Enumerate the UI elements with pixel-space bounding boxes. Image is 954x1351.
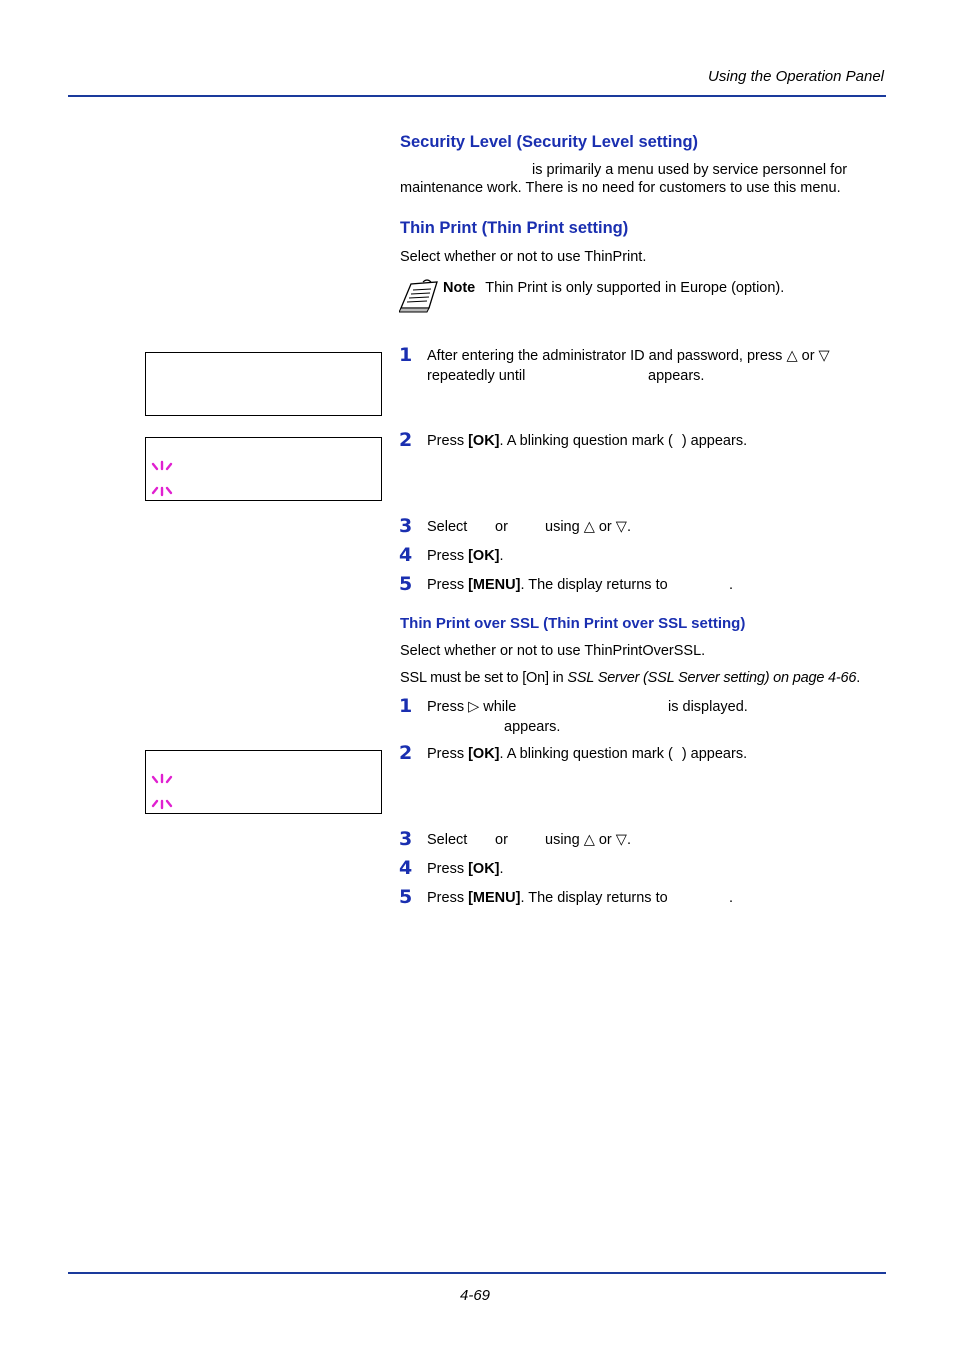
ok-key: [OK] <box>468 433 500 449</box>
security-line1: is primarily a menu used by service personnel for <box>532 162 848 178</box>
ssl-step-3-or: or <box>495 832 508 848</box>
step-1-line1: After entering the administrator ID and password, press △ or ▽ <box>427 348 830 364</box>
step-number: 5 <box>399 573 413 595</box>
ssl-step-1-appears: appears. <box>504 719 561 735</box>
step-2-text: Press [OK]. A blinking question mark ( ) appears. <box>427 433 748 449</box>
thin-print-intro: Select whether or not to use ThinPrint. <box>400 249 647 265</box>
ssl-server-reference[interactable]: SSL Server (SSL Server setting) on page 4-66 <box>567 670 857 686</box>
step-number: 5 <box>399 886 413 908</box>
ssl-step-1-displayed: is displayed. <box>668 699 748 715</box>
step-1-until: repeatedly until <box>427 368 526 384</box>
note-pad-icon <box>399 278 439 314</box>
header-rule <box>68 95 886 97</box>
security-line2: maintenance work. There is no need for customers to use this menu. <box>400 180 841 196</box>
ssl-step-1-press: Press ▷ while <box>427 699 517 715</box>
step-3-or: or <box>495 519 508 535</box>
step-5-text: Press [MENU]. The display returns to <box>427 577 668 593</box>
ok-key: [OK] <box>468 548 500 564</box>
ssl-step-3-select: Select <box>427 832 468 848</box>
ok-key: [OK] <box>468 746 500 762</box>
lcd-display-2 <box>145 437 382 501</box>
step-number: 1 <box>399 695 413 717</box>
ssl-step-4-text: Press [OK]. <box>427 861 504 877</box>
thin-print-heading: Thin Print (Thin Print setting) <box>400 219 629 237</box>
ssl-step-2-text: Press [OK]. A blinking question mark ( ) appears. <box>427 746 748 762</box>
blink-cursor-icon <box>149 773 175 789</box>
step-number: 4 <box>399 544 413 566</box>
note-label: Note <box>443 280 476 296</box>
lcd-display-1 <box>145 352 382 416</box>
step-1-appears: appears. <box>648 368 705 384</box>
blink-cursor-icon <box>149 460 175 476</box>
step-number: 1 <box>399 344 413 366</box>
blink-cursor-icon <box>149 795 175 811</box>
step-3-select: Select <box>427 519 468 535</box>
step-number: 4 <box>399 857 413 879</box>
footer-rule <box>68 1272 886 1274</box>
step-number: 2 <box>399 742 413 764</box>
menu-key: [MENU] <box>468 577 521 593</box>
note-text: Thin Print is only supported in Europe (option). <box>485 280 785 296</box>
step-3-using: using △ or ▽. <box>545 519 631 535</box>
step-number: 3 <box>399 828 413 850</box>
header-title: Using the Operation Panel <box>708 68 884 85</box>
step-number: 2 <box>399 429 413 451</box>
ssl-requirement: SSL must be set to [On] in SSL Server (SSL Server setting) on page 4-66. <box>400 670 861 686</box>
menu-key: [MENU] <box>468 890 521 906</box>
security-heading: Security Level (Security Level setting) <box>400 133 699 151</box>
ssl-step-5-end: . <box>729 890 734 906</box>
thin-print-ssl-intro: Select whether or not to use ThinPrintOverSSL. <box>400 643 706 659</box>
ssl-step-5-text: Press [MENU]. The display returns to <box>427 890 668 906</box>
step-5-end: . <box>729 577 734 593</box>
ok-key: [OK] <box>468 861 500 877</box>
blink-cursor-icon <box>149 482 175 498</box>
step-number: 3 <box>399 515 413 537</box>
step-4-text: Press [OK]. <box>427 548 504 564</box>
page-number: 4-69 <box>460 1287 491 1304</box>
thin-print-ssl-heading: Thin Print over SSL (Thin Print over SSL setting) <box>400 615 746 632</box>
lcd-display-3 <box>145 750 382 814</box>
ssl-step-3-using: using △ or ▽. <box>545 832 631 848</box>
